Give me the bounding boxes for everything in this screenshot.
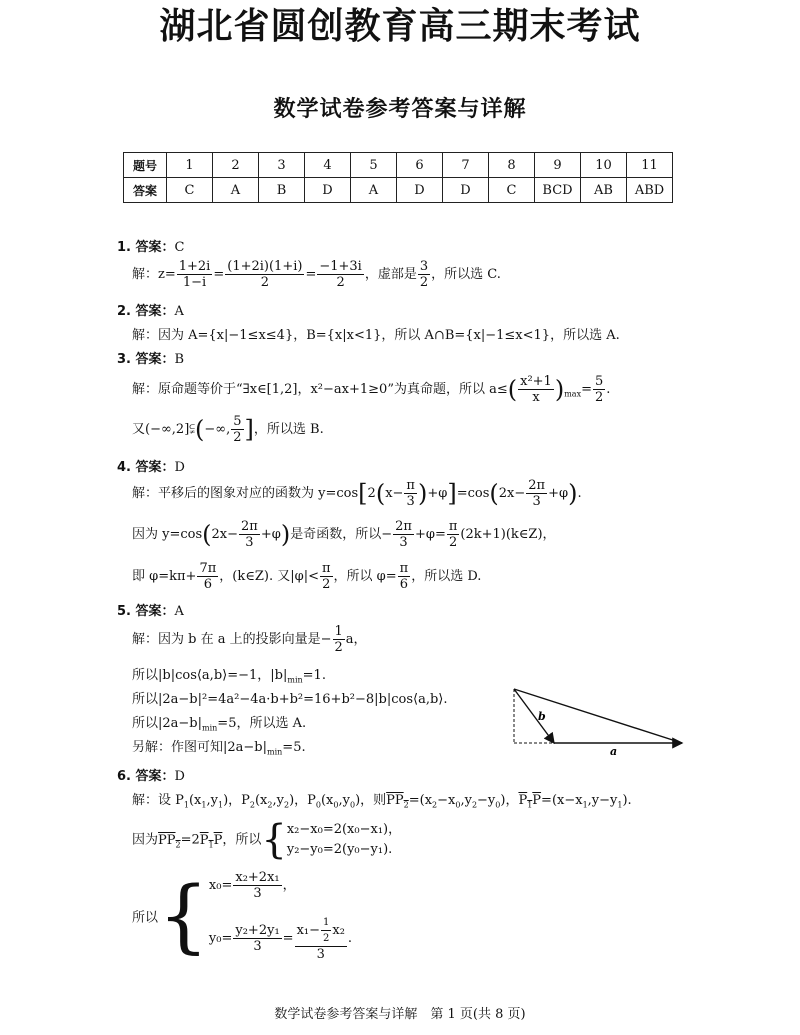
vector-b-arrow bbox=[514, 689, 554, 743]
q2-heading: 2. 答案：A bbox=[117, 304, 184, 319]
table-cell: 6 bbox=[397, 153, 443, 178]
q3-solution-line2: 又(−∞,2]⫋(−∞, $\frac{5}{2}$ ]，所以选 B. bbox=[132, 414, 324, 445]
q2-solution: 解：因为 A={x|−1≤x≤4}，B={x|x<1}，所以 A∩B={x|−1≤x<1}，所以选 A. bbox=[132, 328, 620, 343]
table-cell: D bbox=[443, 178, 489, 203]
q4-solution-line2: 因为 y=cos(2x− $\frac{2\pi}{3}$ +φ)是奇函数，所以− $\frac{2\pi}{3}$ +φ= $\frac{\pi}{2}$ (2k+1)(k∈Z)， bbox=[132, 519, 556, 550]
table-cell: 10 bbox=[581, 153, 627, 178]
q4-answer: D bbox=[174, 460, 185, 475]
table-cell: 8 bbox=[489, 153, 535, 178]
q1-heading: 1. 答案：C bbox=[117, 240, 185, 255]
table-cell: 1 bbox=[167, 153, 213, 178]
label-a: a bbox=[610, 745, 618, 758]
page-footer: 数学试卷参考答案与详解 第 1 页(共 8 页) bbox=[274, 1007, 526, 1022]
q6-heading: 6. 答案：D bbox=[117, 769, 185, 784]
row-label-answer: 答案 bbox=[124, 178, 167, 203]
q5-answer: A bbox=[174, 604, 184, 619]
label-b: b bbox=[538, 710, 546, 723]
table-cell: C bbox=[489, 178, 535, 203]
q6-answer: D bbox=[174, 769, 185, 784]
q5-solution-line2: 所以|b|cos⟨a,b⟩=−1，$|b|_{min}=1$. bbox=[132, 668, 326, 685]
q5-solution-line3: 所以|2a−b|²=4a²−4a·b+b²=16+b²−8|b|cos⟨a,b⟩. bbox=[132, 692, 448, 707]
q6-solution-line1: 解：设 $P_1(x_1,y_1)$，$P_2(x_2,y_2)$，$P_0(x_0,y_0)$，则$PP_2=(x_2-x_0,y_2-y_0)$，$P_1P=(x-x_1,y-y_1)$. bbox=[132, 793, 632, 810]
table-cell: AB bbox=[581, 178, 627, 203]
table-cell: BCD bbox=[535, 178, 581, 203]
table-cell: 2 bbox=[213, 153, 259, 178]
table-cell: B bbox=[259, 178, 305, 203]
document-subtitle: 数学试卷参考答案与详解 bbox=[273, 97, 527, 122]
q5-heading: 5. 答案：A bbox=[117, 604, 184, 619]
table-cell: A bbox=[213, 178, 259, 203]
table-cell: 4 bbox=[305, 153, 351, 178]
table-cell: 3 bbox=[259, 153, 305, 178]
q2-answer: A bbox=[174, 304, 184, 319]
vector-diagram bbox=[500, 680, 695, 760]
row-label-number: 题号 bbox=[124, 153, 167, 178]
q5-solution-line4: 所以$|2a-b|_{min}=5$，所以选 A. bbox=[132, 716, 307, 733]
q4-heading: 4. 答案：D bbox=[117, 460, 185, 475]
table-cell: ABD bbox=[627, 178, 673, 203]
q3-heading: 3. 答案：B bbox=[117, 352, 185, 367]
q5-solution-line1: 解：因为 b 在 a 上的投影向量是− $\frac{1}{2}$ a， bbox=[132, 624, 367, 655]
q4-solution-line3: 即 φ=kπ+ $\frac{7\pi}{6}$ ，(k∈Z). 又|φ|< $\frac{\pi}{2}$ ，所以 φ= $\frac{\pi}{6}$ ，所以选 D. bbox=[132, 561, 482, 592]
table-cell: C bbox=[167, 178, 213, 203]
q1-answer: C bbox=[174, 240, 185, 255]
table-cell: D bbox=[305, 178, 351, 203]
q5-solution-line5: 另解：作图可知$|2a-b|_{min}=5$. bbox=[132, 740, 306, 757]
q3-solution-line1: 解：原命题等价于“∃x∈[1,2]，x²−ax+1≥0”为真命题，所以 a≤( $\frac{\text{x²+1}}{x}$ )$_{max}=$ $\frac{5}{2}$ . bbox=[132, 374, 611, 405]
q4-solution-line1: 解：平移后的图象对应的函数为 y=cos[2(x− $\frac{\pi}{3}$ )+φ]=cos(2x− $\frac{2\pi}{3}$ +φ). bbox=[132, 478, 582, 509]
q1-solution: 解：z= $\frac{1+2i}{1-i}$ = $\frac{(1+2i)(1+i)}{2}$ = $\frac{-1+3i}{2}$ ，虚部是 $\frac{3}{2}$ ，所以选 C. bbox=[132, 259, 501, 290]
table-cell: 11 bbox=[627, 153, 673, 178]
q3-answer: B bbox=[174, 352, 185, 367]
answer-key-table bbox=[123, 152, 673, 203]
q6-solution-line2: 因为$PP_2=2P_1P$，所以{ x₂−x₀=2(x₀−x₁)， y₂−y₀=2(y₀−y₁). bbox=[132, 817, 402, 863]
table-cell: A bbox=[351, 178, 397, 203]
exam-banner-title: 湖北省圆创教育高三期末考试 bbox=[159, 6, 641, 47]
table-cell: D bbox=[397, 178, 443, 203]
table-row-numbers bbox=[124, 153, 673, 178]
table-cell: 7 bbox=[443, 153, 489, 178]
table-cell: 9 bbox=[535, 153, 581, 178]
table-row-answers bbox=[124, 178, 673, 203]
table-cell: 5 bbox=[351, 153, 397, 178]
q6-solution-line3: 所以{ x₀= $\frac{\text{x₂+2x₁}}{3}$ ， y₀= $\frac{\text{y₂+2y₁}}{3}$ = x₁− $\frac{1}{2}$ x₂ 3 . bbox=[132, 869, 353, 962]
